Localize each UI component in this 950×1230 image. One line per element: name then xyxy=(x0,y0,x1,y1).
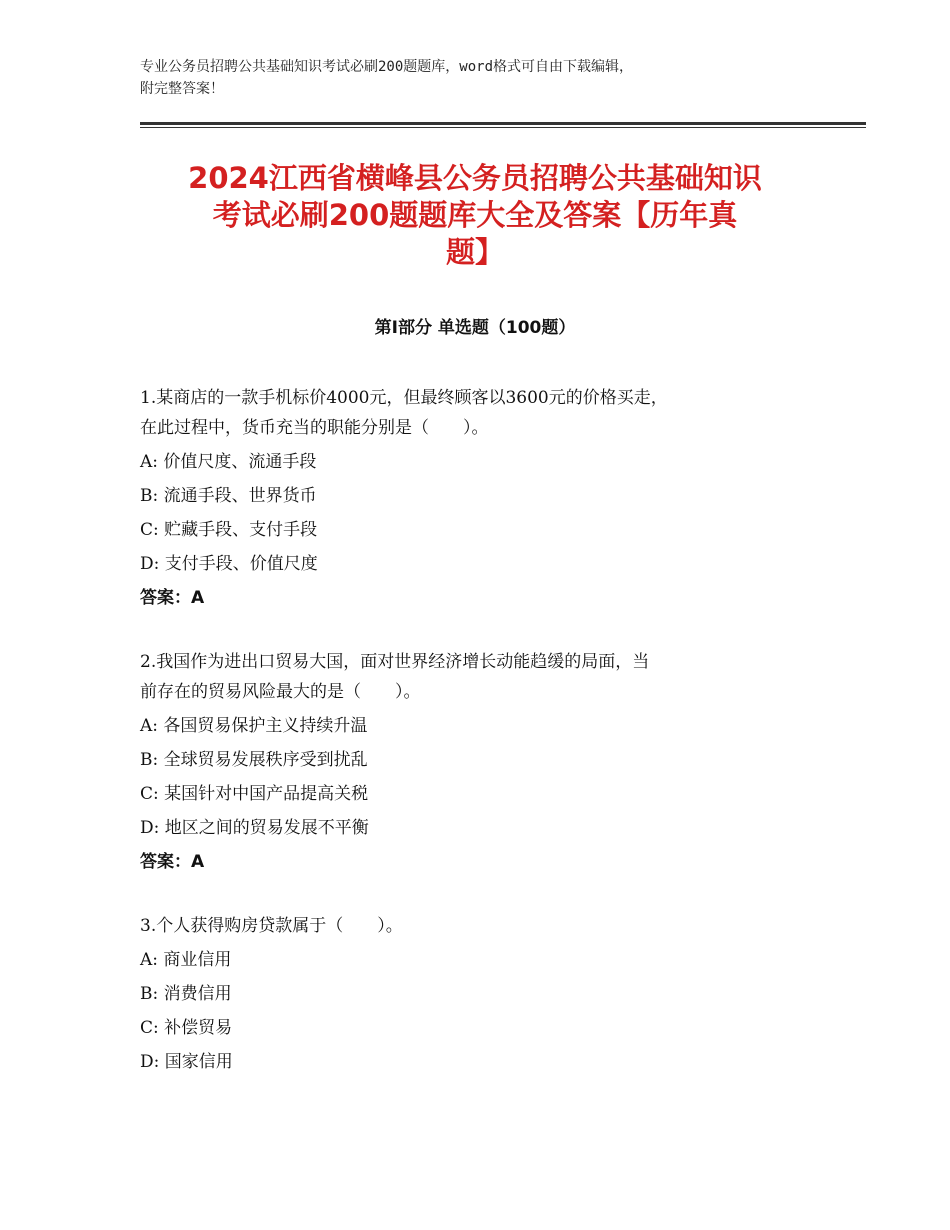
option-d: D: 国家信用 xyxy=(140,1052,233,1072)
header-note-line: 附完整答案！ xyxy=(140,81,224,97)
title-line: 题】 xyxy=(445,235,504,269)
option-a: A: 各国贸易保护主义持续升温 xyxy=(140,716,368,736)
header-note xyxy=(140,56,830,100)
section-title: 第Ⅰ部分 单选题（100题） xyxy=(374,318,576,338)
header-divider-thin xyxy=(140,127,866,128)
option-a: A: 价值尺度、流通手段 xyxy=(140,452,317,472)
option-b: B: 流通手段、世界货币 xyxy=(140,486,317,506)
question-stem: 1.某商店的一款手机标价4000元，但最终顾客以3600元的价格买走， xyxy=(140,388,668,408)
question-stem: 3.个人获得购房贷款属于（ ）。 xyxy=(140,916,403,936)
option-c: C: 某国针对中国产品提高关税 xyxy=(140,784,369,804)
option-d: D: 地区之间的贸易发展不平衡 xyxy=(140,818,369,838)
header-note-line: 专业公务员招聘公共基础知识考试必刷200题题库，word格式可自由下载编辑， xyxy=(140,59,633,75)
question-stem: 2.我国作为进出口贸易大国，面对世界经济增长动能趋缓的局面，当 xyxy=(140,652,650,672)
question-stem: 前存在的贸易风险最大的是（ ）。 xyxy=(140,682,421,702)
title-line: 2024江西省横峰县公务员招聘公共基础知识 xyxy=(188,161,762,195)
title-line: 考试必刷200题题库大全及答案【历年真 xyxy=(212,198,738,232)
question-1 xyxy=(140,383,820,615)
option-c: C: 贮藏手段、支付手段 xyxy=(140,520,318,540)
question-list xyxy=(140,383,820,1111)
answer: 答案：A xyxy=(140,852,205,872)
option-b: B: 消费信用 xyxy=(140,984,232,1004)
header-divider xyxy=(140,122,866,125)
option-c: C: 补偿贸易 xyxy=(140,1018,233,1038)
option-d: D: 支付手段、价值尺度 xyxy=(140,554,318,574)
question-2 xyxy=(140,647,820,879)
question-3 xyxy=(140,911,820,1079)
document-title xyxy=(120,160,830,271)
question-stem: 在此过程中，货币充当的职能分别是（ ）。 xyxy=(140,418,489,438)
option-a: A: 商业信用 xyxy=(140,950,232,970)
option-b: B: 全球贸易发展秩序受到扰乱 xyxy=(140,750,368,770)
answer: 答案：A xyxy=(140,588,205,608)
